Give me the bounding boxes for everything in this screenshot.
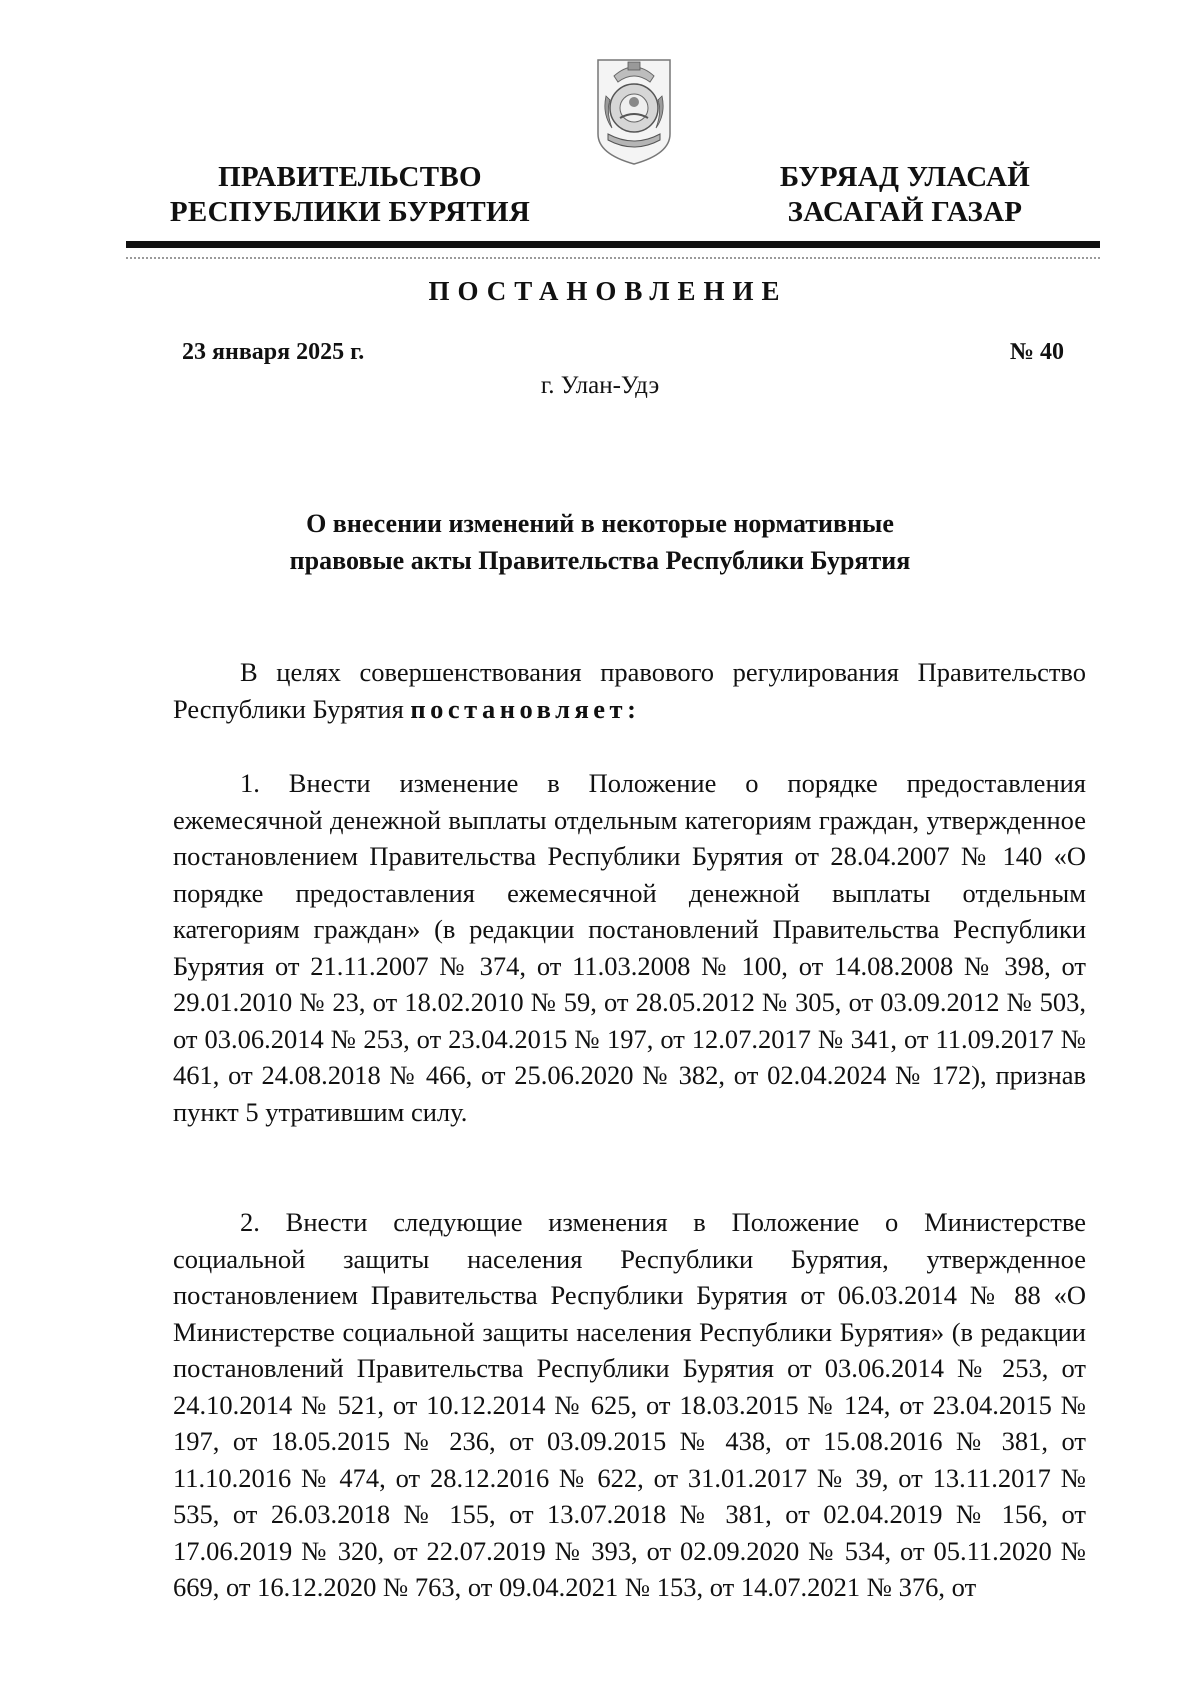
preamble-keyword: постановляет xyxy=(410,693,628,724)
government-name-russian-line2: РЕСПУБЛИКИ БУРЯТИЯ xyxy=(169,196,531,228)
government-name-russian xyxy=(150,160,550,230)
preamble-paragraph xyxy=(173,654,1086,727)
document-city: г. Улан-Удэ xyxy=(540,372,660,399)
header-divider-thick xyxy=(126,241,1100,248)
document-title xyxy=(200,505,1000,579)
government-name-buryat-line2: ЗАСАГАЙ ГАЗАР xyxy=(787,196,1023,228)
government-name-buryat xyxy=(740,160,1070,230)
header-divider-thin xyxy=(126,257,1100,259)
government-name-buryat-line1: БУРЯАД УЛАСАЙ xyxy=(779,161,1031,193)
preamble-text: В целях совершенствования правового регулирования Правительство Республики Бурятия xyxy=(173,657,1086,724)
preamble-colon: : xyxy=(627,693,641,724)
document-title-line2: правовые акты Правительства Республики Бурятия xyxy=(289,546,911,575)
coat-of-arms-icon xyxy=(594,56,674,168)
government-name-russian-line1: ПРАВИТЕЛЬСТВО xyxy=(218,161,482,193)
document-type: ПОСТАНОВЛЕНИЕ xyxy=(428,276,788,306)
document-title-line1: О внесении изменений в некоторые нормативные xyxy=(306,509,894,538)
item-2-paragraph: 2. Внести следующие изменения в Положение о Министерстве социальной защиты населения Республики Бурятия, утвержденное постановлением Правительства Республики Бурятия от 06.03.2014 № 88 «О Министерстве социальной защиты населения Республики Бурятия» (в редакции постановлений Правительства Республики Бурятия от 03.06.2014 № 253, от 24.10.2014 № 521, от 10.12.2014 № 625, от 18.03.2015 № 124, от 23.04.2015 № 197, от 18.05.2015 № 236, от 03.09.2015 № 438, от 15.08.2016 № 381, от 11.10.2016 № 474, от 28.12.2016 № 622, от 31.01.2017 № 39, от 13.11.2017 № 535, от 26.03.2018 № 155, от 13.07.2018 № 381, от 02.04.2019 № 156, от 17.06.2019 № 320, от 22.07.2019 № 393, от 02.09.2020 № 534, от 05.11.2020 № 669, от 16.12.2020 № 763, от 09.04.2021 № 153, от 14.07.2021 № 376, от xyxy=(173,1207,1086,1602)
document-number: № 40 xyxy=(1009,339,1064,365)
document-date: 23 января 2025 г. xyxy=(182,339,365,365)
item-1-paragraph: 1. Внести изменение в Положение о порядке предоставления ежемесячной денежной выплаты отдельным категориям граждан, утвержденное постановлением Правительства Республики Бурятия от 28.04.2007 № 140 «О порядке предоставления ежемесячной денежной выплаты отдельным категориям граждан» (в редакции постановлений Правительства Республики Бурятия от 21.11.2007 № 374, от 11.03.2008 № 100, от 14.08.2008 № 398, от 29.01.2010 № 23, от 18.02.2010 № 59, от 28.05.2012 № 305, от 03.09.2012 № 503, от 03.06.2014 № 253, от 23.04.2015 № 197, от 12.07.2017 № 341, от 11.09.2017 № 461, от 24.08.2018 № 466, от 25.06.2020 № 382, от 02.04.2024 № 172), признав пункт 5 утратившим силу. xyxy=(173,768,1086,1127)
